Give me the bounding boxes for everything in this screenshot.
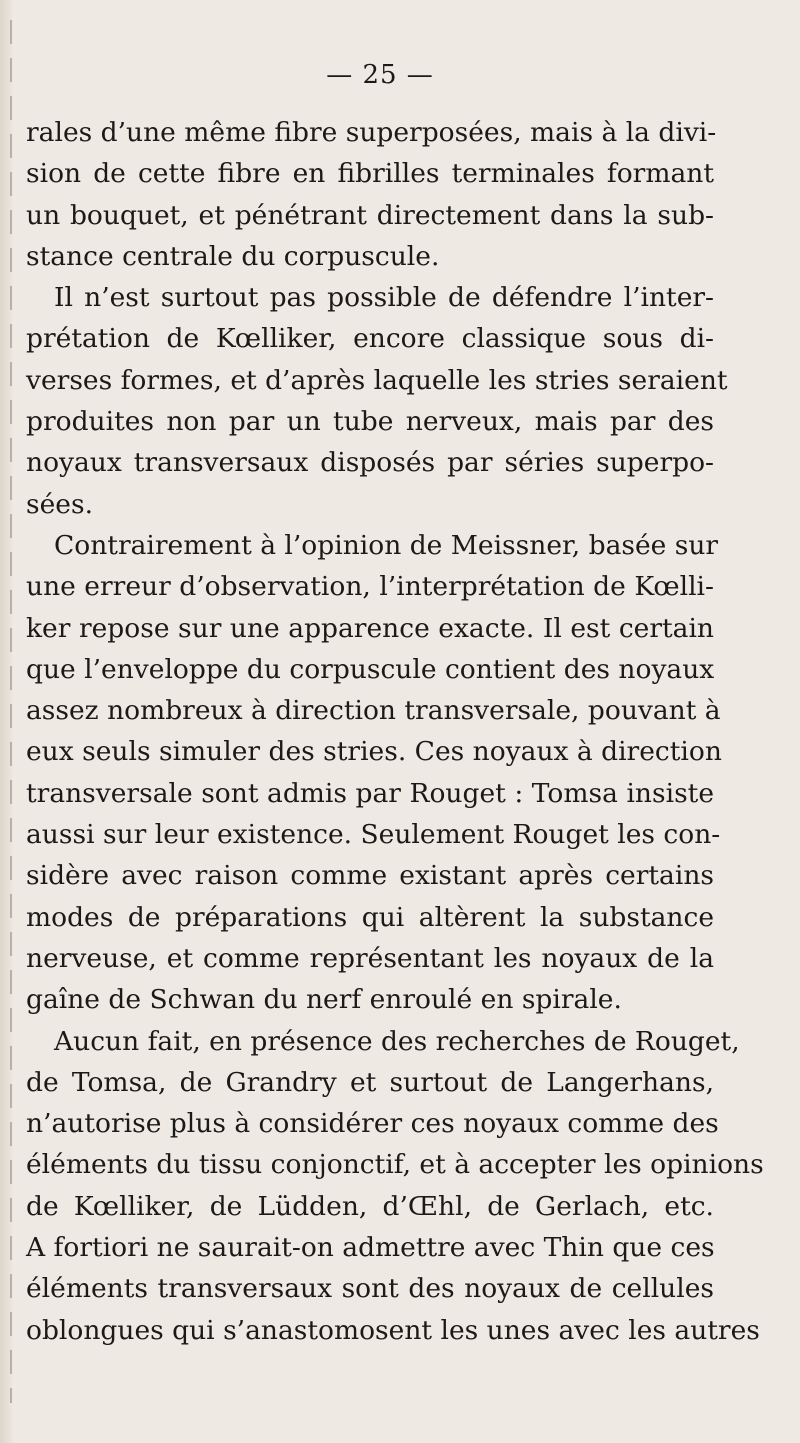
text-line: aussi sur leur existence. Seulement Rouget les con- <box>26 819 721 851</box>
text-line: modes de préparations qui altèrent la substance <box>26 901 714 933</box>
text-line: que l’enveloppe du corpuscule contient des noyaux <box>26 653 715 685</box>
text-line: éléments du tissu conjonctif, et à accepter les opinions <box>26 1149 764 1181</box>
text-line: nerveuse, et comme représentant les noyaux de la <box>26 942 714 974</box>
text-line: n’autorise plus à considérer ces noyaux comme des <box>26 1108 719 1140</box>
text-line: une erreur d’observation, l’interprétation de Kœlli- <box>26 571 714 603</box>
text-line: sion de cette fibre en fibrilles terminales formant <box>26 158 714 190</box>
text-line: transversale sont admis par Rouget : Tomsa insiste <box>26 777 714 809</box>
text-line: de Tomsa, de Grandry et surtout de Langerhans, <box>26 1066 714 1098</box>
text-line: gaîne de Schwan du nerf enroulé en spirale. <box>26 984 622 1016</box>
text-line: de Kœlliker, de Lüdden, d’Œhl, de Gerlach, etc. <box>26 1190 714 1222</box>
text-line: eux seuls simuler des stries. Ces noyaux à direction <box>26 736 722 768</box>
text-line: éléments transversaux sont des noyaux de cellules <box>26 1273 714 1305</box>
text-line: un bouquet, et pénétrant directement dans la sub- <box>26 199 714 231</box>
text-line: Aucun fait, en présence des recherches de Rouget, <box>54 1025 740 1057</box>
text-line: sidère avec raison comme existant après certains <box>26 860 714 892</box>
text-line: sées. <box>26 488 93 520</box>
text-line: rales d’une même fibre superposées, mais à la divi- <box>26 117 717 148</box>
text-line: verses formes, et d’après laquelle les stries seraient <box>26 364 728 396</box>
text-line: ker repose sur une apparence exacte. Il est certain <box>26 612 714 644</box>
text-line: stance centrale du corpuscule. <box>26 240 440 272</box>
page-binding-edge <box>0 0 14 1443</box>
text-line: assez nombreux à direction transversale, pouvant à <box>26 695 721 727</box>
text-line: noyaux transversaux disposés par séries superpo- <box>26 447 714 479</box>
text-line: oblongues qui s’anastomosent les unes avec les autres <box>26 1314 760 1346</box>
page-number: — 25 — <box>326 60 434 90</box>
text-line: Contrairement à l’opinion de Meissner, basée sur <box>54 529 719 561</box>
body-text <box>26 112 764 1351</box>
text-line: produites non par un tube nerveux, mais par des <box>26 406 714 438</box>
text-line: Il n’est surtout pas possible de défendre l’inter- <box>54 282 714 314</box>
text-line: prétation de Kœlliker, encore classique sous di- <box>26 323 714 355</box>
text-line: A fortiori ne saurait-on admettre avec Thin que ces <box>26 1232 715 1264</box>
